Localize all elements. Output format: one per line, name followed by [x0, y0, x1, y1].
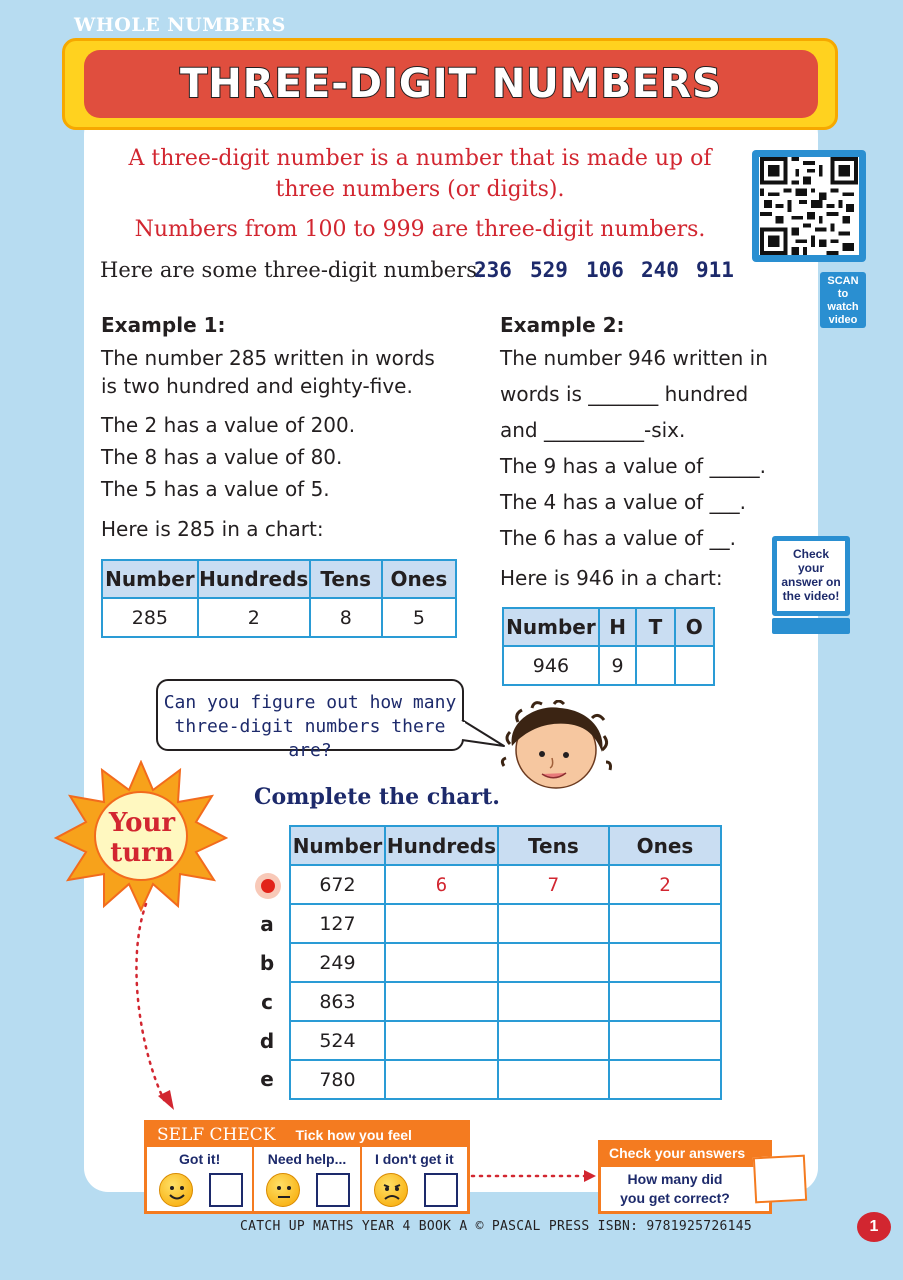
example2-text: words is _______ hundred — [500, 382, 749, 406]
chart-cell: 946 — [503, 646, 599, 685]
scan-label-line: watch — [827, 301, 859, 313]
row-letter: b — [259, 951, 275, 975]
example2-chart — [502, 607, 715, 686]
tick-box[interactable] — [424, 1173, 458, 1207]
example2-text: The 6 has a value of __. — [500, 526, 736, 550]
intro-line-3: Numbers from 100 to 999 are three-digit numbers. — [134, 217, 706, 242]
qr-code[interactable] — [752, 150, 866, 262]
example1-chart — [101, 559, 457, 638]
chart-cell: 2 — [198, 598, 310, 637]
happy-face-icon — [159, 1173, 193, 1207]
example-number: 911 — [696, 258, 734, 282]
chart-cell[interactable] — [675, 646, 714, 685]
self-check-title: SELF CHECK — [157, 1125, 276, 1145]
row-letter: e — [260, 1067, 274, 1091]
table-row — [290, 904, 721, 943]
speech-bubble — [156, 679, 464, 761]
self-check-option-label: Need help... — [267, 1151, 347, 1167]
example1-text: The number 285 written in words — [101, 346, 435, 370]
hundreds-answer-cell[interactable] — [385, 1021, 498, 1060]
tens-cell: 7 — [498, 865, 609, 904]
example2-text: The 9 has a value of _____. — [500, 454, 766, 478]
section-tag: WHOLE NUMBERS — [74, 14, 286, 36]
dotted-arrow-right-icon — [470, 1168, 598, 1184]
intro-line-1: A three-digit number is a number that is made up of — [128, 146, 712, 171]
chart-cell[interactable] — [636, 646, 674, 685]
tens-answer-cell[interactable] — [498, 904, 609, 943]
hundreds-cell: 6 — [385, 865, 498, 904]
chart-header: O — [675, 608, 714, 646]
ones-answer-cell[interactable] — [609, 1060, 721, 1099]
self-check-panel — [144, 1120, 470, 1214]
hundreds-answer-cell[interactable] — [385, 943, 498, 982]
example2-heading: Example 2: — [500, 313, 625, 337]
chart-cell: 9 — [599, 646, 636, 685]
chart-header: Hundreds — [198, 560, 310, 598]
chart-cell: 285 — [102, 598, 198, 637]
number-cell: 249 — [290, 943, 385, 982]
your-turn-line: turn — [110, 838, 174, 868]
check-answers-line: How many did — [627, 1171, 723, 1187]
tick-box[interactable] — [316, 1173, 350, 1207]
number-cell: 127 — [290, 904, 385, 943]
example1-text: Here is 285 in a chart: — [101, 517, 324, 541]
speech-bubble-line: three-digit numbers there are? — [174, 716, 446, 761]
title-banner — [84, 50, 818, 118]
self-check-option-label: I don't get it — [374, 1151, 454, 1167]
example1-heading: Example 1: — [101, 313, 226, 337]
tens-answer-cell[interactable] — [498, 943, 609, 982]
page-title: THREE-DIGIT NUMBERS — [179, 61, 722, 107]
row-letter: d — [259, 1029, 275, 1053]
check-video-line: the video! — [782, 589, 840, 603]
table-row — [290, 1060, 721, 1099]
example-number: 529 — [530, 258, 568, 282]
row-letter: a — [260, 912, 274, 936]
ones-answer-cell[interactable] — [609, 904, 721, 943]
table-row — [290, 943, 721, 982]
hundreds-answer-cell[interactable] — [385, 904, 498, 943]
chart-header: H — [599, 608, 636, 646]
hundreds-answer-cell[interactable] — [385, 1060, 498, 1099]
example1-text: The 2 has a value of 200. — [101, 413, 356, 437]
page-number: 1 — [857, 1212, 891, 1242]
chart-header: T — [636, 608, 674, 646]
intro-line-2: three numbers (or digits). — [275, 177, 565, 202]
self-check-subtitle: Tick how you feel — [295, 1127, 412, 1143]
example1-text: is two hundred and eighty-five. — [101, 374, 413, 398]
chart-header: Number — [102, 560, 198, 598]
self-check-option-need-help — [254, 1147, 361, 1211]
chart-header: Hundreds — [385, 826, 498, 865]
example2-text: and __________-six. — [500, 418, 686, 442]
tick-box[interactable] — [209, 1173, 243, 1207]
table-row — [290, 982, 721, 1021]
qr-code-icon — [759, 157, 859, 255]
ones-answer-cell[interactable] — [609, 1021, 721, 1060]
self-check-header — [147, 1123, 467, 1147]
check-answers-title: Check your answers — [601, 1143, 769, 1167]
check-video-line: Check — [792, 547, 830, 561]
scan-label-line: to — [837, 288, 849, 300]
scan-label-line: SCAN — [827, 275, 859, 287]
scan-label-line: video — [828, 314, 858, 326]
chart-header: Ones — [382, 560, 456, 598]
confused-face-icon — [374, 1173, 408, 1207]
tens-answer-cell[interactable] — [498, 982, 609, 1021]
chart-header: Tens — [310, 560, 382, 598]
check-answers-panel — [598, 1140, 772, 1214]
number-cell: 863 — [290, 982, 385, 1021]
your-turn-line: Your — [108, 808, 176, 838]
hundreds-answer-cell[interactable] — [385, 982, 498, 1021]
number-cell: 524 — [290, 1021, 385, 1060]
example-number: 240 — [641, 258, 679, 282]
chart-header: Tens — [498, 826, 609, 865]
ones-cell: 2 — [609, 865, 721, 904]
self-check-option-got-it — [147, 1147, 254, 1211]
some-numbers-label: Here are some three-digit numbers: — [100, 258, 485, 282]
score-box[interactable] — [753, 1155, 807, 1204]
number-cell: 672 — [290, 865, 385, 904]
example2-text: The 4 has a value of ___. — [500, 490, 746, 514]
complete-chart-table — [289, 825, 722, 1100]
neutral-face-icon — [266, 1173, 300, 1207]
example-row-marker-icon — [252, 871, 284, 901]
chart-cell: 8 — [310, 598, 382, 637]
check-video-line: your — [797, 561, 824, 575]
check-video-line: answer on — [781, 575, 841, 589]
table-row — [290, 865, 721, 904]
example1-text: The 8 has a value of 80. — [101, 445, 343, 469]
table-row — [290, 1021, 721, 1060]
row-letter: c — [261, 990, 273, 1014]
chart-header: Number — [503, 608, 599, 646]
ones-answer-cell[interactable] — [609, 982, 721, 1021]
check-answers-question — [601, 1170, 769, 1208]
example2-text: Here is 946 in a chart: — [500, 566, 723, 590]
number-cell: 780 — [290, 1060, 385, 1099]
chart-header: Ones — [609, 826, 721, 865]
self-check-option-dont-get-it — [362, 1147, 467, 1211]
chart-header: Number — [290, 826, 385, 865]
check-answers-line: you get correct? — [620, 1190, 730, 1206]
example-number: 236 — [474, 258, 512, 282]
check-video-screen[interactable] — [772, 536, 850, 616]
monitor-stand-icon — [772, 618, 850, 634]
self-check-option-label: Got it! — [179, 1151, 221, 1167]
boy-character-icon — [498, 700, 616, 796]
your-turn-label — [98, 808, 186, 868]
tens-answer-cell[interactable] — [498, 1021, 609, 1060]
dotted-arrow-icon — [130, 900, 190, 1114]
example1-text: The 5 has a value of 5. — [101, 477, 330, 501]
speech-bubble-line: Can you figure out how many — [163, 692, 457, 713]
footer: CATCH UP MATHS YEAR 4 BOOK A © PASCAL PRESS ISBN: 9781925726145 — [240, 1219, 752, 1234]
scan-video-label — [820, 272, 866, 328]
complete-chart-heading: Complete the chart. — [254, 784, 500, 810]
tens-answer-cell[interactable] — [498, 1060, 609, 1099]
chart-cell: 5 — [382, 598, 456, 637]
example2-text: The number 946 written in — [500, 346, 768, 370]
example-number: 106 — [586, 258, 624, 282]
ones-answer-cell[interactable] — [609, 943, 721, 982]
